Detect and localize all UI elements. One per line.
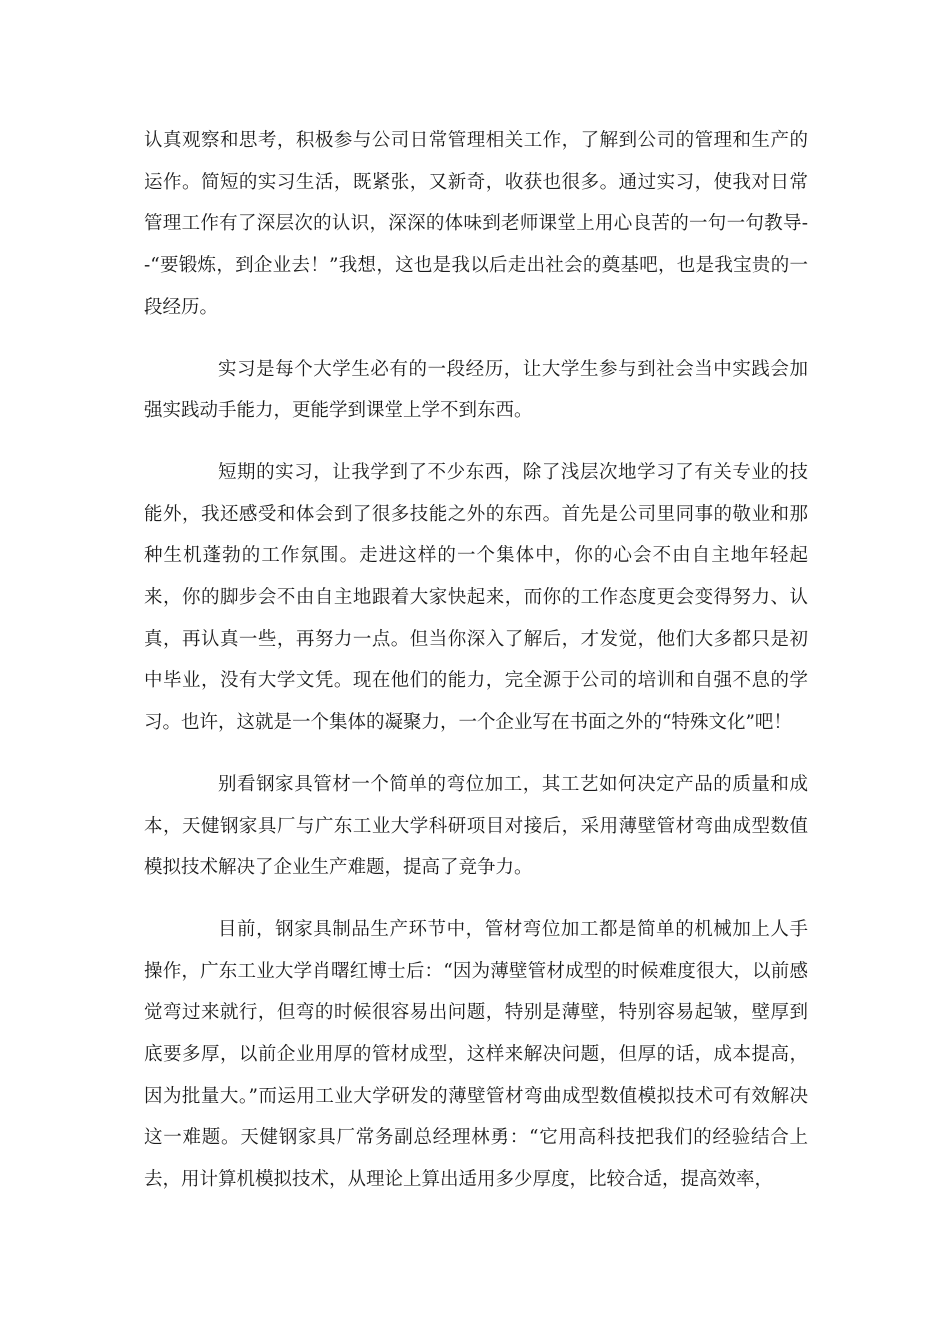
paragraph-2: 实习是每个大学生必有的一段经历，让大学生参与到社会当中实践会加强实践动手能力，更能学到课堂上学不到东西。	[144, 358, 808, 422]
paragraph-4: 别看钢家具管材一个简单的弯位加工，其工艺如何决定产品的质量和成本，天健钢家具厂与广东工业大学科研项目对接后，采用薄壁管材弯曲成型数值模拟技术解决了企业生产难题，提高了竞争力。	[144, 773, 808, 879]
paragraph-5: 目前，钢家具制品生产环节中，管材弯位加工都是简单的机械加上人手操作，广东工业大学肖曙红博士后：“因为薄壁管材成型的时候难度很大，以前感觉弯过来就行，但弯的时候很容易出问题，特别是薄壁，特别容易起皱，壁厚到底要多厚，以前企业用厚的管材成型，这样来解决问题，但厚的话，成本提高，因为批量大。”而运用工业大学研发的薄壁管材弯曲成型数值模拟技术可有效解决这一难题。天健钢家具厂常务副总经理林勇：“它用高科技把我们的经验结合上去，用计算机模拟技术，从理论上算出适用多少厚度，比较合适，提高效率，	[144, 918, 808, 1191]
document-page	[144, 120, 808, 1201]
paragraph-3: 短期的实习，让我学到了不少东西，除了浅层次地学习了有关专业的技能外，我还感受和体会到了很多技能之外的东西。首先是公司里同事的敬业和那种生机蓬勃的工作氛围。走进这样的一个集体中，你的心会不由自主地年轻起来，你的脚步会不由自主地跟着大家快起来，而你的工作态度更会变得努力、认真，再认真一些，再努力一点。但当你深入了解后，才发觉，他们大多都只是初中毕业，没有大学文凭。现在他们的能力，完全源于公司的培训和自强不息的学习。也许，这就是一个集体的凝聚力，一个企业写在书面之外的“特殊文化”吧！	[144, 461, 808, 734]
paragraph-1: 认真观察和思考，积极参与公司日常管理相关工作，了解到公司的管理和生产的运作。简短的实习生活，既紧张，又新奇，收获也很多。通过实习，使我对日常管理工作有了深层次的认识，深深的体味到老师课堂上用心良苦的一句一句教导--“要锻炼，到企业去！”我想，这也是我以后走出社会的奠基吧，也是我宝贵的一段经历。	[144, 130, 808, 318]
